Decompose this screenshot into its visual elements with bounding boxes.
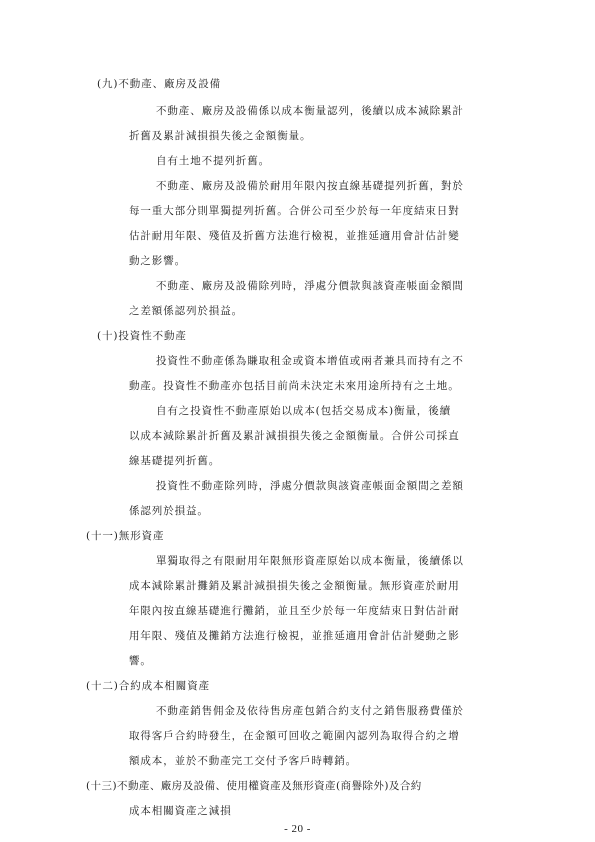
- paragraph-line: 響。: [129, 655, 152, 667]
- paragraph-line: 成本減除累計攤銷及累計減損損失後之金額衡量。無形資產於耐用: [129, 580, 460, 592]
- paragraph-line: 不動產、廠房及設備除列時，淨處分價款與該資產帳面金額間: [156, 280, 464, 292]
- paragraph-line: 不動產銷售佣金及依待售房產包銷合約支付之銷售服務費僅於: [156, 705, 464, 717]
- paragraph-line: 用年限、殘值及攤銷方法進行檢視，並推延適用會計估計變動之影: [129, 630, 460, 642]
- paragraph-line: 自有土地不提列折舊。: [156, 155, 270, 167]
- section-heading-12: (十二)合約成本相關資產: [86, 680, 210, 692]
- paragraph-line: 以成本減除累計折舊及累計減損損失後之金額衡量。合併公司採直: [129, 430, 460, 442]
- paragraph-line: 不動產、廠房及設備於耐用年限內按直線基礎提列折舊，對於: [156, 180, 464, 192]
- paragraph-line: 動產。投資性不動產亦包括目前尚未決定未來用途所持有之土地。: [129, 380, 460, 392]
- paragraph-line: 投資性不動產除列時，淨處分價款與該資產帳面金額間之差額: [156, 480, 464, 492]
- paragraph-line: 額成本，並於不動產完工交付予客戶時轉銷。: [129, 755, 357, 767]
- section-heading-9: (九)不動產、廠房及設備: [97, 78, 221, 90]
- paragraph-line: 取得客戶合約時發生，在金額可回收之範圍內認列為取得合約之增: [129, 730, 460, 742]
- paragraph-line: 年限內按直線基礎進行攤銷，並且至少於每一年度結束日對估計耐: [129, 605, 460, 617]
- section-heading-11: (十一)無形資產: [86, 530, 165, 542]
- paragraph-line: 不動產、廠房及設備係以成本衡量認列，後續以成本減除累計: [156, 105, 464, 117]
- paragraph-line: 之差額係認列於損益。: [129, 305, 243, 317]
- paragraph-line: 係認列於損益。: [129, 505, 209, 517]
- paragraph-line: 折舊及累計減損損失後之金額衡量。: [129, 130, 312, 142]
- paragraph-line: 自有之投資性不動產原始以成本(包括交易成本)衡量，後續: [156, 405, 451, 417]
- paragraph-line: 估計耐用年限、殘值及折舊方法進行檢視，並推延適用會計估計變: [129, 230, 460, 242]
- paragraph-line: 動之影響。: [129, 255, 186, 267]
- page-number: - 20 -: [284, 823, 311, 835]
- paragraph-line: 線基礎提列折舊。: [129, 455, 221, 467]
- section-heading-10: (十)投資性不動產: [97, 330, 187, 342]
- paragraph-line: 成本相關資產之減損: [129, 805, 232, 817]
- paragraph-line: 投資性不動產係為賺取租金或資本增值或兩者兼具而持有之不: [156, 355, 464, 367]
- paragraph-line: 單獨取得之有限耐用年限無形資產原始以成本衡量，後續係以: [156, 555, 464, 567]
- paragraph-line: 每一重大部分則單獨提列折舊。合併公司至少於每一年度結束日對: [129, 205, 460, 217]
- section-heading-13: (十三)不動產、廠房及設備、使用權資產及無形資產(商譽除外)及合約: [86, 780, 422, 792]
